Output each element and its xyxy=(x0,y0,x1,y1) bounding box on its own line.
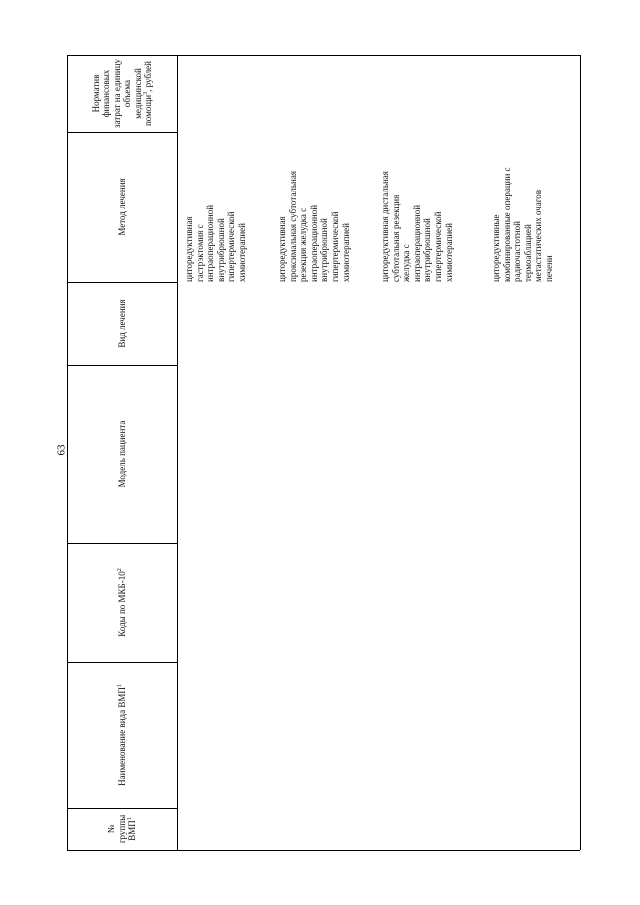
header-mkb-codes: Коды по МКБ-$10^2$ xyxy=(116,568,127,637)
header-mkb-codes-cell xyxy=(67,543,177,662)
header-financial-norm: Норматив финансовых затрат на единицу объема медицинской помощи$^3$, рублей xyxy=(90,58,153,129)
header-vmp-name-cell xyxy=(67,662,177,808)
table-border xyxy=(177,55,178,850)
header-group-no: № группы ВМП$^1$ xyxy=(106,814,138,844)
header-treatment-method-cell xyxy=(67,132,177,282)
table-border xyxy=(580,55,581,850)
header-treatment-type: Вид лечения xyxy=(116,299,127,348)
header-vmp-name: Наименование вида ВМП$^1$ xyxy=(116,684,127,786)
method-entry: циторедуктивная гастрэктомия с интраоперационной внутрибрюшной гипертермической химиотерапией xyxy=(184,204,247,282)
header-treatment-method: Метод лечения xyxy=(116,178,127,236)
header-patient-model: Модель пациента xyxy=(116,420,127,488)
header-patient-model-cell xyxy=(67,365,177,543)
table-border xyxy=(67,850,580,851)
header-treatment-type-cell xyxy=(67,282,177,365)
method-entry: циторедуктивные комбинированные операции с радиочастотной термоаблацией метастатических очагов печени xyxy=(491,167,554,282)
method-entry: циторедуктивная проксимальная субтотальная резекция желудка с интраоперационной внутрибрюшной гипертермической химиотерапией xyxy=(277,171,351,282)
page-number: 63 xyxy=(55,444,68,456)
header-financial-norm-cell xyxy=(67,55,177,132)
method-entry: циторедуктивная дистальная субтотальная резекция желудка с интраоперационной внутрибрюшной гипертермической химиотерапией xyxy=(380,171,454,282)
header-group-no-cell xyxy=(67,808,177,850)
